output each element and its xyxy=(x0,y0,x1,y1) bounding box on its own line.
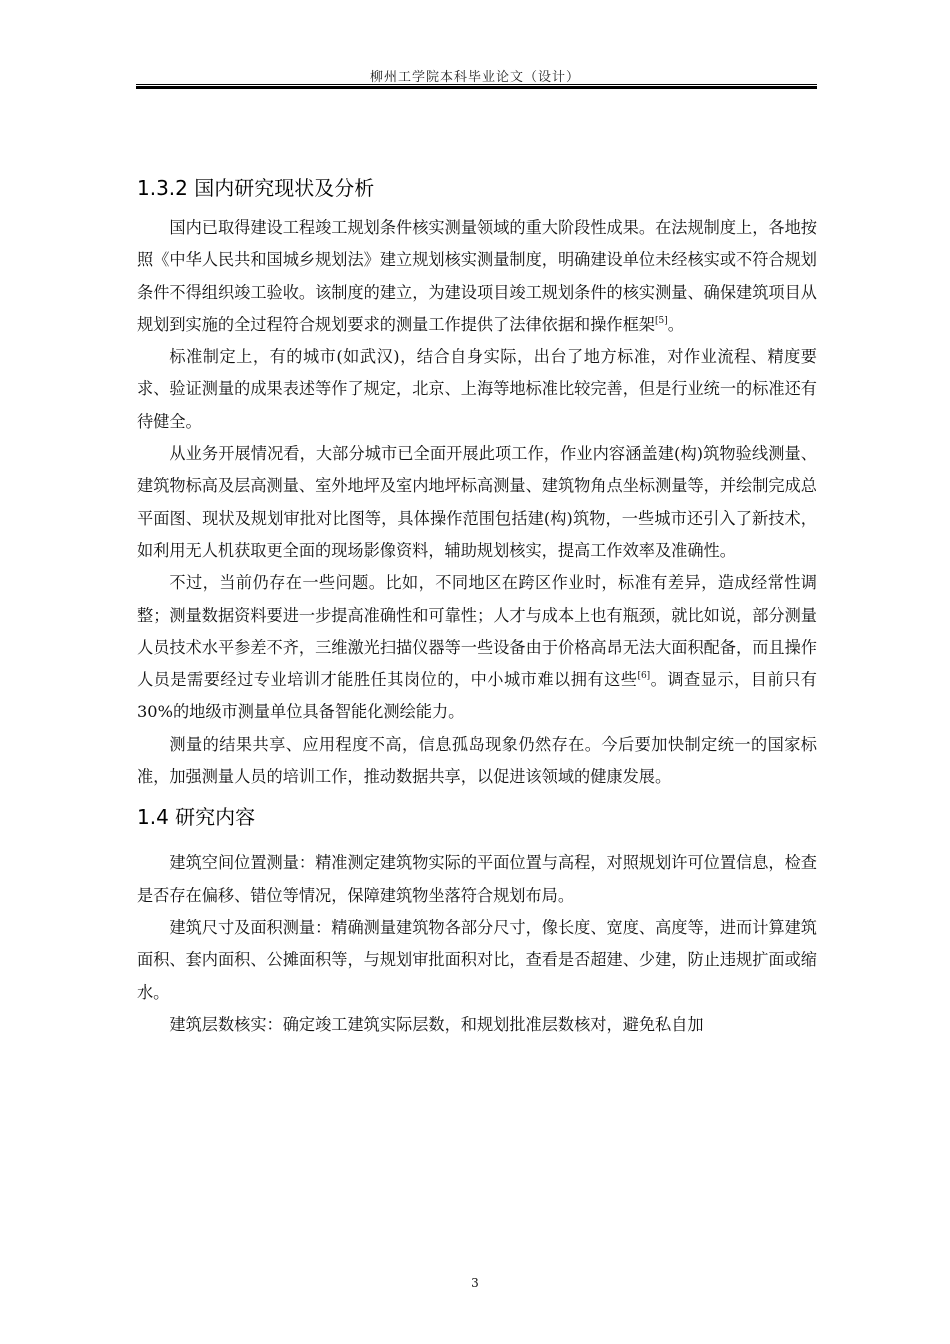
paragraph-text: 国内已取得建设工程竣工规划条件核实测量领域的重大阶段性成果。在法规制度上，各地按照《中华人民共和国城乡规划法》建立规划核实测量制度，明确建设单位未经核实或不符合规划条件不得组织竣工验收。该制度的建立，为建设项目竣工规划条件的核实测量、确保建筑项目从规划到实施的全过程符合规划要求的测量工作提供了法律依据和操作框架 xyxy=(137,218,817,334)
paragraph: 从业务开展情况看，大部分城市已全面开展此项工作，作业内容涵盖建(构)筑物验线测量、建筑物标高及层高测量、室外地坪及室内地坪标高测量、建筑物角点坐标测量等，并绘制完成总平面图、现状及规划审批对比图等，具体操作范围包括建(构)筑物，一些城市还引入了新技术，如利用无人机获取更全面的现场影像资料，辅助规划核实，提高工作效率及准确性。 xyxy=(137,444,817,560)
running-header-title: 柳州工学院本科毕业论文（设计） xyxy=(369,70,580,85)
paragraph-text: 不过，当前仍存在一些问题。比如，不同地区在跨区作业时，标准有差异，造成经常性调整；测量数据资料要进一步提高准确性和可靠性；人才与成本上也有瓶颈，就比如说，部分测量人员技术水平参差不齐，三维激光扫描仪器等一些设备由于价格高昂无法大面积配备，而且操作人员是需要经过专业培训才能胜任其岗位的，中小城市难以拥有这些 xyxy=(137,573,817,690)
paragraph: 标准制定上，有的城市(如武汉)，结合自身实际，出台了地方标准，对作业流程、精度要求、验证测量的成果表述等作了规定，北京、上海等地标准比较完善，但是行业统一的标准还有待健全。 xyxy=(137,347,817,431)
paragraph: 建筑层数核实：确定竣工建筑实际层数，和规划批准层数核对，避免私自加 xyxy=(169,1014,704,1034)
citation-ref: [5] xyxy=(655,315,668,326)
paragraph-tail: 。调查显示，目前只有 30%的地级市测量单位具备智能化测绘能力。 xyxy=(137,670,817,722)
header-double-rule xyxy=(136,84,817,89)
section-heading-1-4: 1.4 研究内容 xyxy=(137,805,256,830)
paragraph: 测量的结果共享、应用程度不高，信息孤岛现象仍然存在。今后要加快制定统一的国家标准，加强测量人员的培训工作，推动数据共享，以促进该领域的健康发展。 xyxy=(137,734,817,787)
citation-ref: [6] xyxy=(637,671,651,682)
paragraph xyxy=(137,212,817,341)
page-body xyxy=(137,168,817,1041)
paragraph xyxy=(137,567,817,728)
page-number: 3 xyxy=(471,1276,479,1290)
section-heading-1-3-2: 1.3.2 国内研究现状及分析 xyxy=(137,176,375,200)
paragraph: 建筑空间位置测量：精准测定建筑物实际的平面位置与高程，对照规划许可位置信息，检查是否存在偏移、错位等情况，保障建筑物坐落符合规划布局。 xyxy=(137,853,817,905)
paragraph-tail: 。 xyxy=(667,314,684,334)
paragraph: 建筑尺寸及面积测量：精确测量建筑物各部分尺寸，像长度、宽度、高度等，进而计算建筑面积、套内面积、公摊面积等，与规划审批面积对比，查看是否超建、少建，防止违规扩面或缩水。 xyxy=(137,917,817,1002)
